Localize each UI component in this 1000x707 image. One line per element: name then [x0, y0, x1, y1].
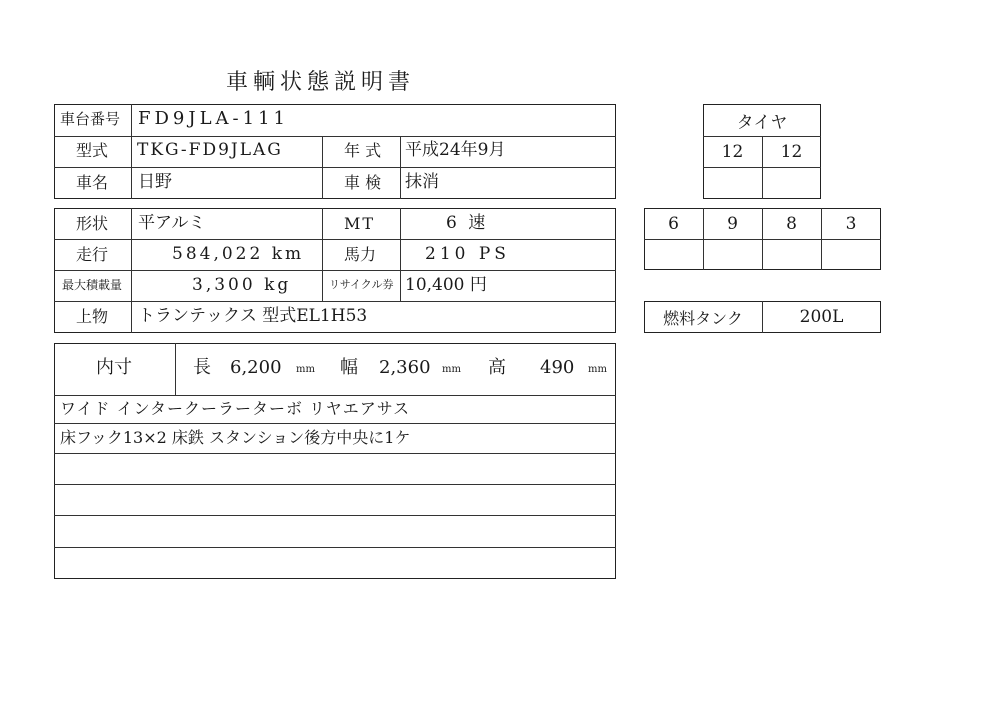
height-value: 490 [540, 357, 575, 378]
tread-value-1: 6 [668, 213, 679, 234]
recycle-value: 10,400 円 [405, 275, 487, 295]
power-label: 馬力 [344, 245, 377, 264]
car-name-value: 日野 [138, 172, 172, 192]
payload-value: 3,300 kg [192, 275, 292, 295]
height-label: 高 [488, 357, 506, 378]
mileage-value: 584,022 km [172, 244, 305, 264]
notes-line-2: 床フック13×2 床鉄 スタンション後方中央に1ケ [60, 428, 411, 447]
shape-value: 平アルミ [138, 213, 206, 233]
height-unit: mm [588, 364, 607, 375]
tire-value-right: 12 [780, 141, 803, 162]
length-unit: mm [296, 364, 315, 375]
width-value: 2,360 [379, 357, 431, 378]
tread-value-4: 3 [845, 213, 857, 234]
year-label: 年 式 [344, 141, 382, 160]
year-value: 平成24年9月 [405, 140, 506, 160]
page-title: 車輌状態説明書 [226, 70, 416, 95]
mileage-label: 走行 [76, 245, 109, 264]
chassis-number-label: 車台番号 [60, 110, 121, 128]
body-label: 上物 [76, 307, 109, 326]
dimensions-notes-table [54, 343, 616, 579]
width-label: 幅 [340, 357, 358, 378]
body-value: トランテックス 型式EL1H53 [138, 306, 368, 326]
shape-label: 形状 [76, 214, 109, 233]
mt-value: 6 速 [446, 213, 489, 233]
length-label: 長 [193, 357, 211, 378]
fuel-tank-value: 200L [799, 307, 844, 327]
width-unit: mm [442, 364, 461, 375]
recycle-label: リサイクル券 [329, 278, 394, 291]
inspection-value: 抹消 [405, 172, 439, 192]
mt-label: MT [344, 214, 376, 233]
tire-value-left: 12 [721, 141, 744, 162]
length-value: 6,200 [230, 357, 282, 378]
inner-dimensions-label: 内寸 [96, 357, 132, 378]
tread-value-2: 9 [727, 213, 738, 234]
model-value: TKG-FD9JLAG [137, 140, 283, 160]
inspection-label: 車 検 [344, 173, 382, 192]
tread-value-3: 8 [786, 213, 797, 234]
car-name-label: 車名 [76, 173, 109, 192]
tire-label: タイヤ [736, 112, 788, 133]
chassis-number-value: FD9JLA-111 [138, 108, 289, 129]
power-value: 210 PS [425, 244, 510, 264]
payload-label: 最大積載量 [62, 278, 123, 292]
notes-line-1: ワイド インタークーラーターボ リヤエアサス [60, 399, 411, 418]
model-label: 型式 [76, 141, 109, 160]
fuel-tank-label: 燃料タンク [663, 308, 743, 328]
